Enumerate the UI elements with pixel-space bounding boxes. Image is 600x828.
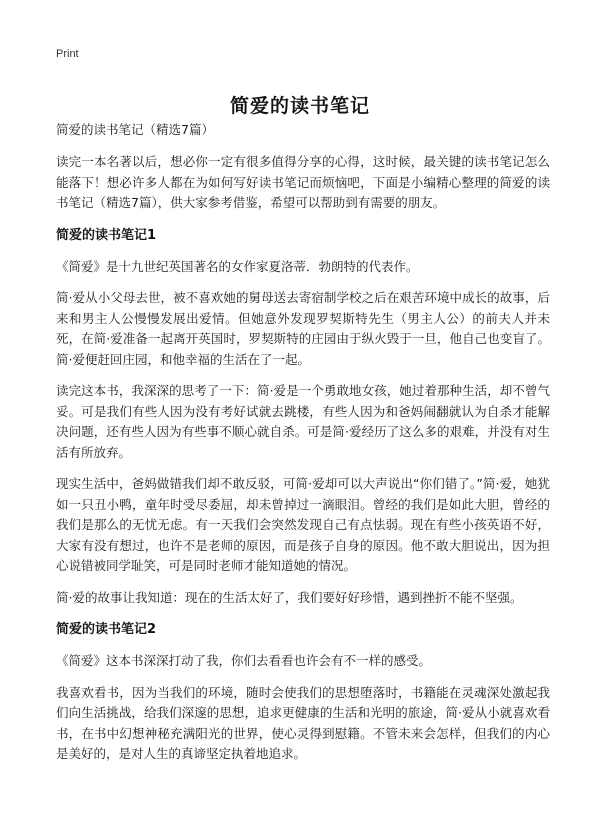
paragraph: 《简爱》这本书深深打动了我，你们去看看也许会有不一样的感受。	[56, 653, 432, 668]
intro-paragraph: 读完一本名著以后，想必你一定有很多值得分享的心得，这时候，最关键的读书笔记怎么能落下！想必许多人都在为如何写好读书笔记而烦恼吧，下面是小编精心整理的简爱的读书笔记（精选7篇），供大家参考借鉴，希望可以帮助到有需要的朋友。	[56, 154, 550, 210]
paragraph: 现实生活中，爸妈做错我们却不敢反驳，可简·爱却可以大声说出“你们错了。”简·爱，她犹如一只丑小鸭，童年时受尽委屈，却未曾掉过一滴眼泪。曾经的我们是如此大胆，曾经的我们是那么的无忧无虑。有一天我们会突然发现自己有点怯弱。现在有些小孩英语不好，大家有没有想过，也许不是老师的原因，而是孩子自身的原因。他不敢大胆说出，因为担心说错被同学耻笑，可是同时老师才能知道她的情况。	[56, 476, 550, 573]
paragraph: 《简爱》是十九世纪英国著名的女作家夏洛蒂．勃朗特的代表作。	[56, 258, 419, 274]
paragraph: 简·爱的故事让我知道：现在的生活太好了，我们要好好珍惜，遇到挫折不能不坚强。	[56, 589, 523, 605]
document-body	[56, 120, 550, 776]
section-1	[56, 226, 550, 609]
print-link[interactable]: Print	[56, 48, 79, 60]
document-subtitle: 简爱的读书笔记（精选7篇）	[56, 122, 214, 137]
paragraph: 读完这本书，我深深的思考了一下：简·爱是一个勇敢地女孩，她过着那种生活，却不曾气妥。可是我们有些人因为没有考好试就去跳楼，有些人因为和爸妈闹翻就认为自杀才能解决问题，还有些人因为有些事不顺心就自杀。可是简·爱经历了这么多的艰难，并没有对生活有所放弃。	[56, 383, 550, 460]
section-2	[56, 620, 550, 765]
paragraph: 我喜欢看书，因为当我们的环境，随时会使我们的思想堕落时，书籍能在灵魂深处激起我们向生活挑战，给我们深邃的思想，追求更健康的生活和光明的旅途，简·爱从小就喜欢看书，在书中幻想神秘充满阳光的世界，使心灵得到慰籍。不管未来会怎样，但我们的内心是美好的，是对人生的真谛坚定执着地追求。	[56, 684, 550, 761]
paragraph: 简·爱从小父母去世，被不喜欢她的舅母送去寄宿制学校之后在艰苦环境中成长的故事，后来和男主人公慢慢发展出爱情。但她意外发现罗契斯特先生（男主人公）的前夫人并未死，在简·爱准备一起离开英国时，罗契斯特的庄园由于纵火毁于一旦，他自己也变盲了。简·爱便赶回庄园，和他幸福的生活在了一起。	[56, 290, 550, 367]
section-heading: 简爱的读书笔记2	[56, 622, 157, 637]
section-heading: 简爱的读书笔记1	[56, 227, 157, 243]
page-title: 简爱的读书笔记	[229, 94, 370, 117]
